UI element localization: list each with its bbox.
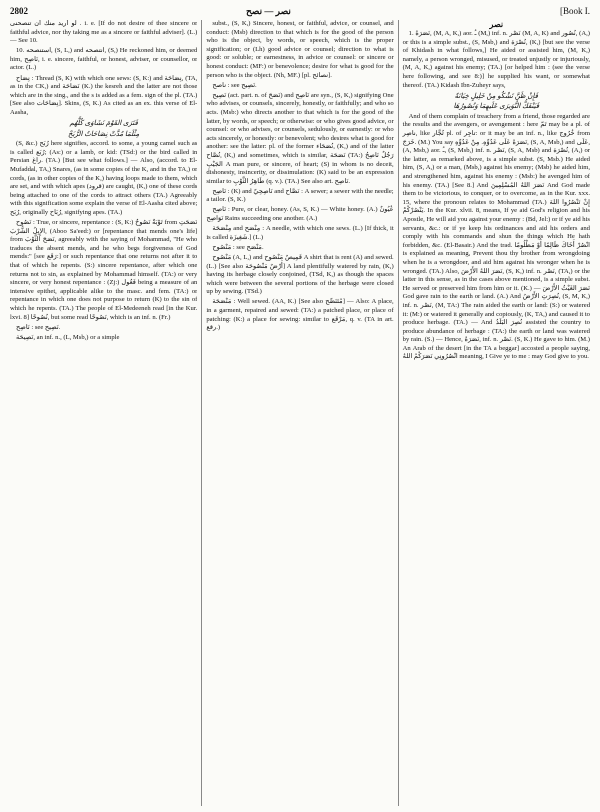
page-number: 2802 xyxy=(10,6,28,16)
verse-line: فَيَنْفَكُّ النُّوَيرَى عَلَيهِمَا وَنُصُورُهَا xyxy=(453,102,540,111)
column-right xyxy=(398,20,590,806)
entry: 1. نَصَرَهُ, (M, A, K,) aor. ـُ (M,) inf. n. نَصْر (M, A, K) and نُصُور, (A,) or this is a simple subst., (S, Msb,) and نُصْرَة, (K,) [but see the verse of Khidash in what follows,] He aided or assisted him, (M, K,) namely, a person wronged, misused, or treated unjustly or injuriously, (M, A, K,) against his enemy; (TA.) [or helped him : (see the verse here following, and see 8:)] he supplied his want, or somewhat thereof. (TA.) Kidash Ibn-Zuheyr says, xyxy=(402,30,590,89)
entry: نَصِيح (act. part. n. of نَصَحَ) and نَاصِح are syn., (S, K,) signifying One who advises, or counsels, sincerely, honestly, or faithfully; and who so acts. (Msb:) who directs another to that which is for the good of the latter, by words, or speech; or otherwise: or who gives good advice, or counsel: or who advises, or counsels, sedulously, or earnestly: or who acts sincerely, or honestly: or benevolent; who desires what is good for another: see the latter: pl. of the former نُصَحَاء, (K,) and of the latter نُصَّاح, (K,) and sometimes, which is similar, نَصَحَة (TA:) رَجُلٌ نَاصِحُ الجَيْبِ A man pure, or sincere, of heart; (S) in whom is no deceit, dishonesty, insincerity, or dissimulation: (K) said to be an expression similar to طَاهِرُ الثَّوْبِ (q. v.). (TA.) See also art. نَاصِح. xyxy=(206,91,394,185)
entry: لو أريد منك أن تنصحنى . i. e. [If do not desire of thee sincere or faithful advice, nor thy taking me as a sincere or faithful adviser]. (L.) — See 10. xyxy=(10,20,198,45)
running-title: نصر — نصح xyxy=(246,6,291,16)
entry: مَنْصُوح : see مَنْصَح. xyxy=(212,243,264,251)
column-left xyxy=(10,20,197,806)
text-columns xyxy=(10,20,590,806)
entry: ناصح : see نَصِيح. xyxy=(212,81,257,89)
page-header xyxy=(10,4,590,18)
entry: مِنْصَحَة and مِنْصَح : A needle, with which one sews. (L.) [If thick, it is called شَغِيزَة.] (L.) xyxy=(206,225,394,241)
entry: 10. استنصحه, (S, L,) and انتصحه, (S,) He reckoned him, or deemed him, نَاصِح, i. e. sincere, faithful, or honest, adviser, or counsellor, or actor. (L.) xyxy=(10,47,198,72)
entry: نَصِيحَة, an inf. n., (L, Msb,) or a simple xyxy=(16,333,120,341)
book-label: [Book I. xyxy=(560,6,590,16)
headword: نصر xyxy=(489,20,504,29)
verse-line: فَإِنْ ظَنَّ تَشْكُو مِنْ خَلِيلٍ خِيَانَةً xyxy=(454,91,538,100)
entry: (S, &c.) رُبَح here signifies, accord. to some, a young camel such as is called رُبَع; (As:) or a lamb, or kid: (TSd:) or the bird called in Persian راغ. (TA.) [But see what follows.] — Also, (accord. to El-Mufaddal, TA,) Snares, (as in some copies of the K, and in the TA,) or cords, (as in other copies of the K,) having loops made to them, which are set, and with which apes (قرود) are caught, (K,) one of these cords being attached to one of the cords to attract others (TA.) Agreeably with this signification some explain the verse of El-Aasha cited above; رُبَح, originally رُبَاح, signifying apes. (TA.) xyxy=(10,140,198,216)
entry: نَاصِح : see نَصِيح. xyxy=(16,323,61,331)
verse-line: فَتَرَى القَوْمَ نَشَاوَى كُلَّهُم xyxy=(69,119,138,128)
entry: And of them complain of treachery from a friend, those regarded are the results and the avengers, or avengement : here تَمّ may be a pl. of ناصِر, like تُجَّار pl. of تاجِر: or it may be an inf. n., like خُرُوج from خَرَجَ. (M.) You say نَصَرَهُ عَلَى عَدُوِّهِ. مِنْ عَدُوِّهِ, (S, A, Msb,) and عَلَى, (A, Msb,) aor. ـُ, (S, Msb,) inf. n. نَصْر, (S, A, Msb) and نُصْرَة, (A,) or the latter, as remarked above, is a simple subst. (S, Msb.) He aided him, (S, A,) or a man, (Msb,) against his enemy; (Msb) he aided him, and strengthened him, against his enemy : (Msb:) he avenged him of his enemy. (TA.) [See 8.] And نَصَرَ اللهُ المُسْلِمِينَ And God made them to be victorious, to conquer, or to overcome, as in the Kur. xxx. 15, where the pronoun relates to Mohammad (TA.) إِنْ تَنْصُرُوا اللهَ يَنْصُرْكُمْ. In the Kur. xlvii. 8, means, If ye aid God's religion and his Apostle, He will aid you against your enemy : (Bd, Jel:) or if ye aid his servants, &c.: or if ye keep his ordinances and aid his orders and comply with his commands and shun the things which He hath forbidden, &c. (El-Basair.) And the trad. انْصُرْ أَخَاكَ ظَالِمًا أَوْ مَظْلُومًا is explained as meaning, Prevent thou thy brother from wrongdoing when he is a wrongdoer, and aid him against his wronger when he is wronged. (TA.) Also, نَصَرَ اللهُ الأَرْضَ, (S, K,) inf. n. نَصْر, (TA,) or the latter in this sense, as in the cases above mentioned, is a simple subst. He served or preserved him from him or it. (K.) — نَصَرَ الغَيْثُ الأَرْضَ God gave rain to the earth or land. (A.) And نُصِرَتِ الأَرْضُ, (S, M, K,) inf. n. نَصْر, (M, TA:) The rain aided the earth or land: (S:) or watered it: (M:) or watered it generally and copiously, (K, TA,) and caused it to produce herbage. (TA.) — And نُصِرَ البَلَدُ assisted the country to produce abundance of herbage : (TA:) the earth or land was watered by rain. (S.) — Hence, نَصَرَهُ, inf. n. نَصْر. (S, K.) He gave to him. (M.) An Arab of the desert [in the TA a beggar] accosted a people saying, انْصُرُونِي نَصَرَكُمُ اللهُ meaning, I Give ye to me : may God give to you. xyxy=(402,112,590,361)
entry: subst., (S, K,) Sincere, honest, or faithful, advice, or counsel, and conduct: (Msb) direction to that which is for the good of the person who is the object, by words, or speech, which is the proper signification; or (Lh) good advice or counsel; direction to what is good: or soluble; or earnestness, in advice or counsel: or sincere or honest conduct: (MF:) or benevolence; desire for what is good for the person who is the object. (Nh, MF.) [pl. نصائح]. xyxy=(206,20,394,79)
column-middle xyxy=(201,20,393,806)
entry: نَصُوح : True, or sincere, repentance : (S, K:) تَوْبَةٌ نَصُوحٌ from نَصَحَتِ الإِبِلُ الشُّرْبَ, (Aboo Sa'eed:) or [repentance that mends one's life] from نَصَحَ الثَّوْبَ, agreeably with the saying of Mohammad, "He who traduces the absent mends, and he who begs forgiveness of God mends:" [see رَقَع:] or such repentance that one returns not after it to that of which he repents. (S:) sincere repentance, after which one returns not to sin, as explained by Mohammad himself. (TA:) or very sincere, or very honest repentance : (Zj:) فَعُول being a measure of an intensive epithet, applicable alike to the masc. and fem. (TA:) or repentance in which one does not purpose to return (K) to the sin of which he repents. (TA.) The people of El-Medeeneh read [in the Kur. lxvi. 8] نُصُوحًا, but some read نَصُوحًا, which is an inf. n. (Fr.) xyxy=(10,219,198,321)
entry: نِصَاح : Thread (S, K) with which one sews: (S, K:) and نِصَاحَة, (TA, as in the CK,) and نَصَاحَة (K.) the kesreh and the latter are not those which are in the sing., and the s is added as a fem. sign of the pl. (TA.) [See also نِصَاحَات]. Skins, (S, K.) As cited as an ex. this verse of El-Aasha, xyxy=(10,74,198,116)
entry: مَنْصَحَة : Well sewed. (AA, K.) [See also مُتَنَصِّح] — Also: A place, in a garment, repaired and sewed: (TA:) a patched place, or place of patching: (K:) a place for sewing: similar to مَرْقَع, q. v. (TA in art. رقع.) xyxy=(206,298,394,332)
verse-line: مِثْلَمَا مُدَّتْ نِصَاحَاتُ الرُّبَحْ xyxy=(68,129,140,138)
entry: نَاصِح : Pure, or clear, honey. (As, S, K.) — White honey. (A.) عُيُونٌ نَوَاصِح Rains succeeding one another. (A.) xyxy=(206,206,394,223)
entry: نَاصِح : (K) and نَاصِحِيّ and نَصَّاح : A sewer; a sewer with the needle; a tailor. (S, K.) xyxy=(206,187,394,204)
entry: مَنْصُوح (A, L,) and قَمِيصٌ مَنْصُوح A shirt that is rent (A) and sewed. (L.) [See also أَرْضٌ مَنْصُوحَة] A land plentifully watered by rain, (K,) having its herbage closely conjoined, (TSd, K,) as though the spaces which were between the several portions of the herbage were closed up by sewing. (TSd.) xyxy=(206,253,394,296)
